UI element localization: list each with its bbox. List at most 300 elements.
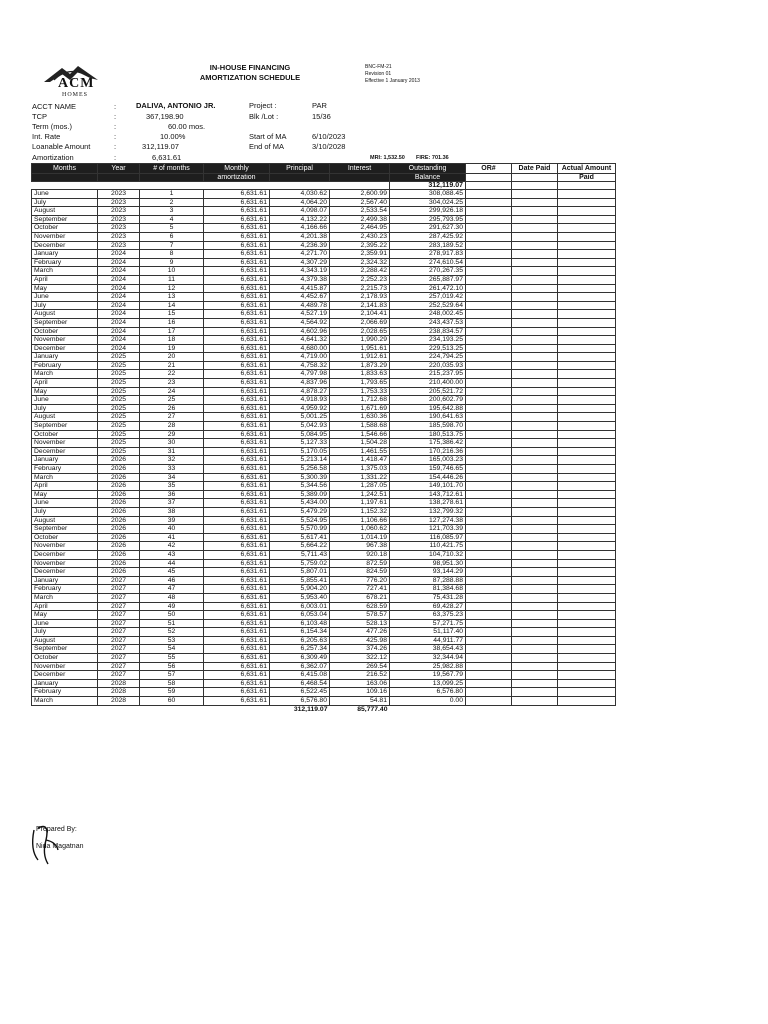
row-balance: 274,610.54 xyxy=(390,258,466,267)
row-num-months: 25 xyxy=(140,396,204,405)
row-num-months: 6 xyxy=(140,232,204,241)
row-balance: 81,384.68 xyxy=(390,585,466,594)
tcp-value: 367,198.90 xyxy=(146,112,184,121)
row-interest: 1,504.28 xyxy=(330,439,390,448)
row-month: September xyxy=(32,525,98,534)
row-month: February xyxy=(32,361,98,370)
row-balance: 165,003.23 xyxy=(390,456,466,465)
row-month: August xyxy=(32,516,98,525)
row-actual-amount xyxy=(558,310,616,319)
row-interest: 2,430.23 xyxy=(330,232,390,241)
table-row xyxy=(32,654,616,663)
row-principal: 6,003.01 xyxy=(270,602,330,611)
row-or xyxy=(466,422,512,431)
row-month: March xyxy=(32,267,98,276)
row-year: 2027 xyxy=(98,576,140,585)
table-row xyxy=(32,232,616,241)
row-date-paid xyxy=(512,190,558,199)
row-balance: 19,567.79 xyxy=(390,671,466,680)
row-year: 2024 xyxy=(98,327,140,336)
col-header-monthly: Monthly xyxy=(204,164,270,174)
row-year: 2024 xyxy=(98,267,140,276)
row-balance: 110,421.75 xyxy=(390,542,466,551)
row-year: 2026 xyxy=(98,473,140,482)
row-balance: 32,344.94 xyxy=(390,654,466,663)
table-row xyxy=(32,499,616,508)
row-monthly: 6,631.61 xyxy=(204,611,270,620)
row-principal: 4,837.96 xyxy=(270,379,330,388)
row-monthly: 6,631.61 xyxy=(204,430,270,439)
row-num-months: 14 xyxy=(140,301,204,310)
row-or xyxy=(466,293,512,302)
row-actual-amount xyxy=(558,482,616,491)
row-interest: 1,951.61 xyxy=(330,344,390,353)
row-year: 2026 xyxy=(98,550,140,559)
row-num-months: 19 xyxy=(140,344,204,353)
row-actual-amount xyxy=(558,413,616,422)
row-monthly: 6,631.61 xyxy=(204,301,270,310)
row-balance: 25,982.88 xyxy=(390,662,466,671)
row-date-paid xyxy=(512,645,558,654)
row-principal: 5,617.41 xyxy=(270,533,330,542)
row-principal: 5,570.99 xyxy=(270,525,330,534)
row-date-paid xyxy=(512,430,558,439)
table-row xyxy=(32,602,616,611)
row-interest: 967.38 xyxy=(330,542,390,551)
row-year: 2026 xyxy=(98,490,140,499)
row-balance: 308,088.45 xyxy=(390,190,466,199)
row-num-months: 20 xyxy=(140,353,204,362)
row-principal: 5,001.25 xyxy=(270,413,330,422)
row-balance: 283,189.52 xyxy=(390,241,466,250)
row-actual-amount xyxy=(558,456,616,465)
row-interest: 528.13 xyxy=(330,619,390,628)
row-num-months: 43 xyxy=(140,550,204,559)
row-monthly: 6,631.61 xyxy=(204,559,270,568)
row-balance: 304,024.25 xyxy=(390,198,466,207)
row-balance: 154,446.26 xyxy=(390,473,466,482)
row-interest: 1,060.62 xyxy=(330,525,390,534)
row-actual-amount xyxy=(558,224,616,233)
table-row xyxy=(32,593,616,602)
row-month: January xyxy=(32,679,98,688)
table-row xyxy=(32,645,616,654)
row-actual-amount xyxy=(558,611,616,620)
row-or xyxy=(466,224,512,233)
row-principal: 6,522.45 xyxy=(270,688,330,697)
row-monthly: 6,631.61 xyxy=(204,439,270,448)
amortization-table xyxy=(31,163,616,713)
row-principal: 4,132.22 xyxy=(270,215,330,224)
row-or xyxy=(466,645,512,654)
acct-name-value: DALIVA, ANTONIO JR. xyxy=(136,101,216,110)
row-actual-amount xyxy=(558,284,616,293)
row-date-paid xyxy=(512,456,558,465)
row-interest: 1,242.51 xyxy=(330,490,390,499)
row-date-paid xyxy=(512,525,558,534)
document-title-line1: IN-HOUSE FINANCING xyxy=(209,63,291,72)
row-date-paid xyxy=(512,353,558,362)
table-row xyxy=(32,396,616,405)
row-or xyxy=(466,215,512,224)
acct-name-label: ACCT NAME xyxy=(32,102,77,111)
opening-balance-row xyxy=(32,182,616,190)
row-actual-amount xyxy=(558,550,616,559)
row-balance: 121,703.39 xyxy=(390,525,466,534)
row-num-months: 58 xyxy=(140,679,204,688)
table-row xyxy=(32,336,616,345)
row-month: November xyxy=(32,662,98,671)
row-monthly: 6,631.61 xyxy=(204,215,270,224)
row-monthly: 6,631.61 xyxy=(204,207,270,216)
row-principal: 4,758.32 xyxy=(270,361,330,370)
row-month: May xyxy=(32,611,98,620)
row-year: 2025 xyxy=(98,447,140,456)
row-actual-amount xyxy=(558,318,616,327)
row-balance: 143,712.61 xyxy=(390,490,466,499)
doc-revision: Revision 01 xyxy=(365,71,392,77)
table-row xyxy=(32,258,616,267)
row-or xyxy=(466,267,512,276)
row-date-paid xyxy=(512,439,558,448)
row-principal: 5,042.93 xyxy=(270,422,330,431)
row-year: 2027 xyxy=(98,662,140,671)
row-monthly: 6,631.61 xyxy=(204,318,270,327)
row-month: March xyxy=(32,593,98,602)
row-num-months: 27 xyxy=(140,413,204,422)
row-date-paid xyxy=(512,267,558,276)
row-or xyxy=(466,413,512,422)
opening-balance: 312,119.07 xyxy=(390,182,466,190)
row-year: 2025 xyxy=(98,353,140,362)
row-interest: 1,375.03 xyxy=(330,465,390,474)
row-actual-amount xyxy=(558,490,616,499)
table-row xyxy=(32,611,616,620)
table-row xyxy=(32,697,616,706)
row-year: 2025 xyxy=(98,379,140,388)
row-month: January xyxy=(32,250,98,259)
row-date-paid xyxy=(512,258,558,267)
row-date-paid xyxy=(512,507,558,516)
table-row xyxy=(32,456,616,465)
row-balance: 51,117.40 xyxy=(390,628,466,637)
row-num-months: 30 xyxy=(140,439,204,448)
table-row xyxy=(32,688,616,697)
row-month: August xyxy=(32,207,98,216)
row-balance: 224,794.25 xyxy=(390,353,466,362)
row-date-paid xyxy=(512,490,558,499)
row-date-paid xyxy=(512,499,558,508)
row-or xyxy=(466,619,512,628)
row-monthly: 6,631.61 xyxy=(204,190,270,199)
row-actual-amount xyxy=(558,654,616,663)
row-month: May xyxy=(32,284,98,293)
row-principal: 5,904.20 xyxy=(270,585,330,594)
row-num-months: 23 xyxy=(140,379,204,388)
row-interest: 1,712.68 xyxy=(330,396,390,405)
row-date-paid xyxy=(512,232,558,241)
row-or xyxy=(466,387,512,396)
row-or xyxy=(466,585,512,594)
row-num-months: 44 xyxy=(140,559,204,568)
row-month: December xyxy=(32,671,98,680)
row-year: 2024 xyxy=(98,336,140,345)
row-actual-amount xyxy=(558,387,616,396)
row-actual-amount xyxy=(558,404,616,413)
row-num-months: 21 xyxy=(140,361,204,370)
row-or xyxy=(466,258,512,267)
row-interest: 1,671.69 xyxy=(330,404,390,413)
row-or xyxy=(466,456,512,465)
row-monthly: 6,631.61 xyxy=(204,671,270,680)
row-principal: 6,576.80 xyxy=(270,697,330,706)
row-year: 2026 xyxy=(98,559,140,568)
row-monthly: 6,631.61 xyxy=(204,482,270,491)
row-actual-amount xyxy=(558,662,616,671)
row-balance: 210,400.00 xyxy=(390,379,466,388)
row-monthly: 6,631.61 xyxy=(204,370,270,379)
table-row xyxy=(32,439,616,448)
row-date-paid xyxy=(512,679,558,688)
table-row xyxy=(32,550,616,559)
row-or xyxy=(466,654,512,663)
row-month: March xyxy=(32,370,98,379)
row-principal: 5,127.33 xyxy=(270,439,330,448)
row-or xyxy=(466,507,512,516)
table-row xyxy=(32,250,616,259)
row-year: 2026 xyxy=(98,568,140,577)
row-balance: 257,019.42 xyxy=(390,293,466,302)
row-year: 2025 xyxy=(98,422,140,431)
row-principal: 5,256.58 xyxy=(270,465,330,474)
row-month: November xyxy=(32,336,98,345)
row-date-paid xyxy=(512,318,558,327)
row-date-paid xyxy=(512,327,558,336)
row-principal: 5,344.56 xyxy=(270,482,330,491)
row-monthly: 6,631.61 xyxy=(204,585,270,594)
row-date-paid xyxy=(512,542,558,551)
row-month: October xyxy=(32,533,98,542)
row-balance: 229,513.25 xyxy=(390,344,466,353)
row-principal: 4,797.98 xyxy=(270,370,330,379)
row-balance: 175,386.42 xyxy=(390,439,466,448)
row-month: April xyxy=(32,379,98,388)
row-balance: 287,425.92 xyxy=(390,232,466,241)
row-month: January xyxy=(32,353,98,362)
row-actual-amount xyxy=(558,439,616,448)
row-date-paid xyxy=(512,198,558,207)
table-row xyxy=(32,636,616,645)
row-num-months: 53 xyxy=(140,636,204,645)
table-row xyxy=(32,370,616,379)
row-or xyxy=(466,465,512,474)
table-row xyxy=(32,662,616,671)
row-date-paid xyxy=(512,396,558,405)
row-month: December xyxy=(32,344,98,353)
col-subheader-paid: Paid xyxy=(558,174,616,182)
row-actual-amount xyxy=(558,267,616,276)
row-or xyxy=(466,482,512,491)
row-actual-amount xyxy=(558,525,616,534)
row-balance: 132,799.32 xyxy=(390,507,466,516)
row-month: July xyxy=(32,301,98,310)
colon: : xyxy=(114,153,117,162)
row-balance: 170,216.36 xyxy=(390,447,466,456)
row-year: 2026 xyxy=(98,456,140,465)
row-date-paid xyxy=(512,628,558,637)
row-or xyxy=(466,327,512,336)
row-num-months: 28 xyxy=(140,422,204,431)
row-principal: 5,759.02 xyxy=(270,559,330,568)
row-year: 2026 xyxy=(98,507,140,516)
row-or xyxy=(466,662,512,671)
table-row xyxy=(32,353,616,362)
fire-value: FIRE: 701.36 xyxy=(416,155,449,161)
row-num-months: 15 xyxy=(140,310,204,319)
table-row xyxy=(32,447,616,456)
row-num-months: 57 xyxy=(140,671,204,680)
row-date-paid xyxy=(512,619,558,628)
table-row xyxy=(32,379,616,388)
row-actual-amount xyxy=(558,542,616,551)
row-year: 2024 xyxy=(98,258,140,267)
row-year: 2026 xyxy=(98,542,140,551)
doc-effective: Effective 1 January 2013 xyxy=(365,78,420,84)
row-monthly: 6,631.61 xyxy=(204,507,270,516)
row-actual-amount xyxy=(558,353,616,362)
row-year: 2024 xyxy=(98,310,140,319)
table-row xyxy=(32,224,616,233)
row-interest: 216.52 xyxy=(330,671,390,680)
row-date-paid xyxy=(512,482,558,491)
row-actual-amount xyxy=(558,679,616,688)
row-balance: 116,085.97 xyxy=(390,533,466,542)
row-num-months: 16 xyxy=(140,318,204,327)
row-month: June xyxy=(32,396,98,405)
row-or xyxy=(466,550,512,559)
rate-value: 10.00% xyxy=(160,132,186,141)
table-subheader-row xyxy=(32,174,616,182)
row-num-months: 49 xyxy=(140,602,204,611)
col-header-year: Year xyxy=(98,164,140,174)
row-actual-amount xyxy=(558,336,616,345)
row-balance: 57,271.75 xyxy=(390,619,466,628)
table-row xyxy=(32,241,616,250)
row-year: 2025 xyxy=(98,387,140,396)
row-actual-amount xyxy=(558,602,616,611)
row-date-paid xyxy=(512,611,558,620)
row-or xyxy=(466,688,512,697)
col-header-date-paid: Date Paid xyxy=(512,164,558,174)
row-principal: 4,489.78 xyxy=(270,301,330,310)
row-date-paid xyxy=(512,602,558,611)
table-row xyxy=(32,430,616,439)
row-interest: 1,833.63 xyxy=(330,370,390,379)
row-balance: 238,834.57 xyxy=(390,327,466,336)
row-principal: 4,959.92 xyxy=(270,404,330,413)
row-date-paid xyxy=(512,654,558,663)
row-actual-amount xyxy=(558,430,616,439)
row-date-paid xyxy=(512,241,558,250)
row-balance: 205,521.72 xyxy=(390,387,466,396)
row-num-months: 41 xyxy=(140,533,204,542)
row-year: 2028 xyxy=(98,688,140,697)
table-row xyxy=(32,516,616,525)
row-monthly: 6,631.61 xyxy=(204,396,270,405)
row-interest: 678.21 xyxy=(330,593,390,602)
row-principal: 6,103.48 xyxy=(270,619,330,628)
row-monthly: 6,631.61 xyxy=(204,293,270,302)
row-month: July xyxy=(32,404,98,413)
row-interest: 1,418.47 xyxy=(330,456,390,465)
row-balance: 261,472.10 xyxy=(390,284,466,293)
row-year: 2024 xyxy=(98,275,140,284)
term-value: 60.00 mos. xyxy=(168,122,206,131)
row-month: October xyxy=(32,430,98,439)
row-actual-amount xyxy=(558,327,616,336)
row-actual-amount xyxy=(558,241,616,250)
row-monthly: 6,631.61 xyxy=(204,275,270,284)
row-year: 2026 xyxy=(98,482,140,491)
table-row xyxy=(32,310,616,319)
row-interest: 872.59 xyxy=(330,559,390,568)
row-interest: 109.16 xyxy=(330,688,390,697)
row-num-months: 33 xyxy=(140,465,204,474)
table-row xyxy=(32,404,616,413)
term-label: Term (mos.) xyxy=(32,122,72,131)
row-principal: 4,166.66 xyxy=(270,224,330,233)
row-month: January xyxy=(32,456,98,465)
row-actual-amount xyxy=(558,559,616,568)
row-year: 2025 xyxy=(98,430,140,439)
blk-value: 15/36 xyxy=(312,112,331,121)
row-year: 2023 xyxy=(98,207,140,216)
row-month: January xyxy=(32,576,98,585)
row-actual-amount xyxy=(558,275,616,284)
row-date-paid xyxy=(512,215,558,224)
row-or xyxy=(466,576,512,585)
row-year: 2027 xyxy=(98,602,140,611)
row-actual-amount xyxy=(558,250,616,259)
row-monthly: 6,631.61 xyxy=(204,198,270,207)
row-interest: 727.41 xyxy=(330,585,390,594)
row-principal: 6,053.04 xyxy=(270,611,330,620)
row-or xyxy=(466,232,512,241)
row-actual-amount xyxy=(558,507,616,516)
row-actual-amount xyxy=(558,447,616,456)
row-or xyxy=(466,542,512,551)
row-month: December xyxy=(32,568,98,577)
row-interest: 1,990.29 xyxy=(330,336,390,345)
row-principal: 4,307.29 xyxy=(270,258,330,267)
row-num-months: 1 xyxy=(140,190,204,199)
row-year: 2024 xyxy=(98,301,140,310)
row-month: August xyxy=(32,310,98,319)
row-interest: 2,178.93 xyxy=(330,293,390,302)
row-balance: 299,926.18 xyxy=(390,207,466,216)
row-month: June xyxy=(32,190,98,199)
row-actual-amount xyxy=(558,198,616,207)
row-year: 2027 xyxy=(98,611,140,620)
loanable-label: Loanable Amount xyxy=(32,142,91,151)
colon: : xyxy=(114,142,117,151)
col-header-outstanding: Outstanding xyxy=(390,164,466,174)
table-row xyxy=(32,284,616,293)
row-balance: 149,101.70 xyxy=(390,482,466,491)
row-year: 2025 xyxy=(98,404,140,413)
row-principal: 6,415.08 xyxy=(270,671,330,680)
row-num-months: 24 xyxy=(140,387,204,396)
